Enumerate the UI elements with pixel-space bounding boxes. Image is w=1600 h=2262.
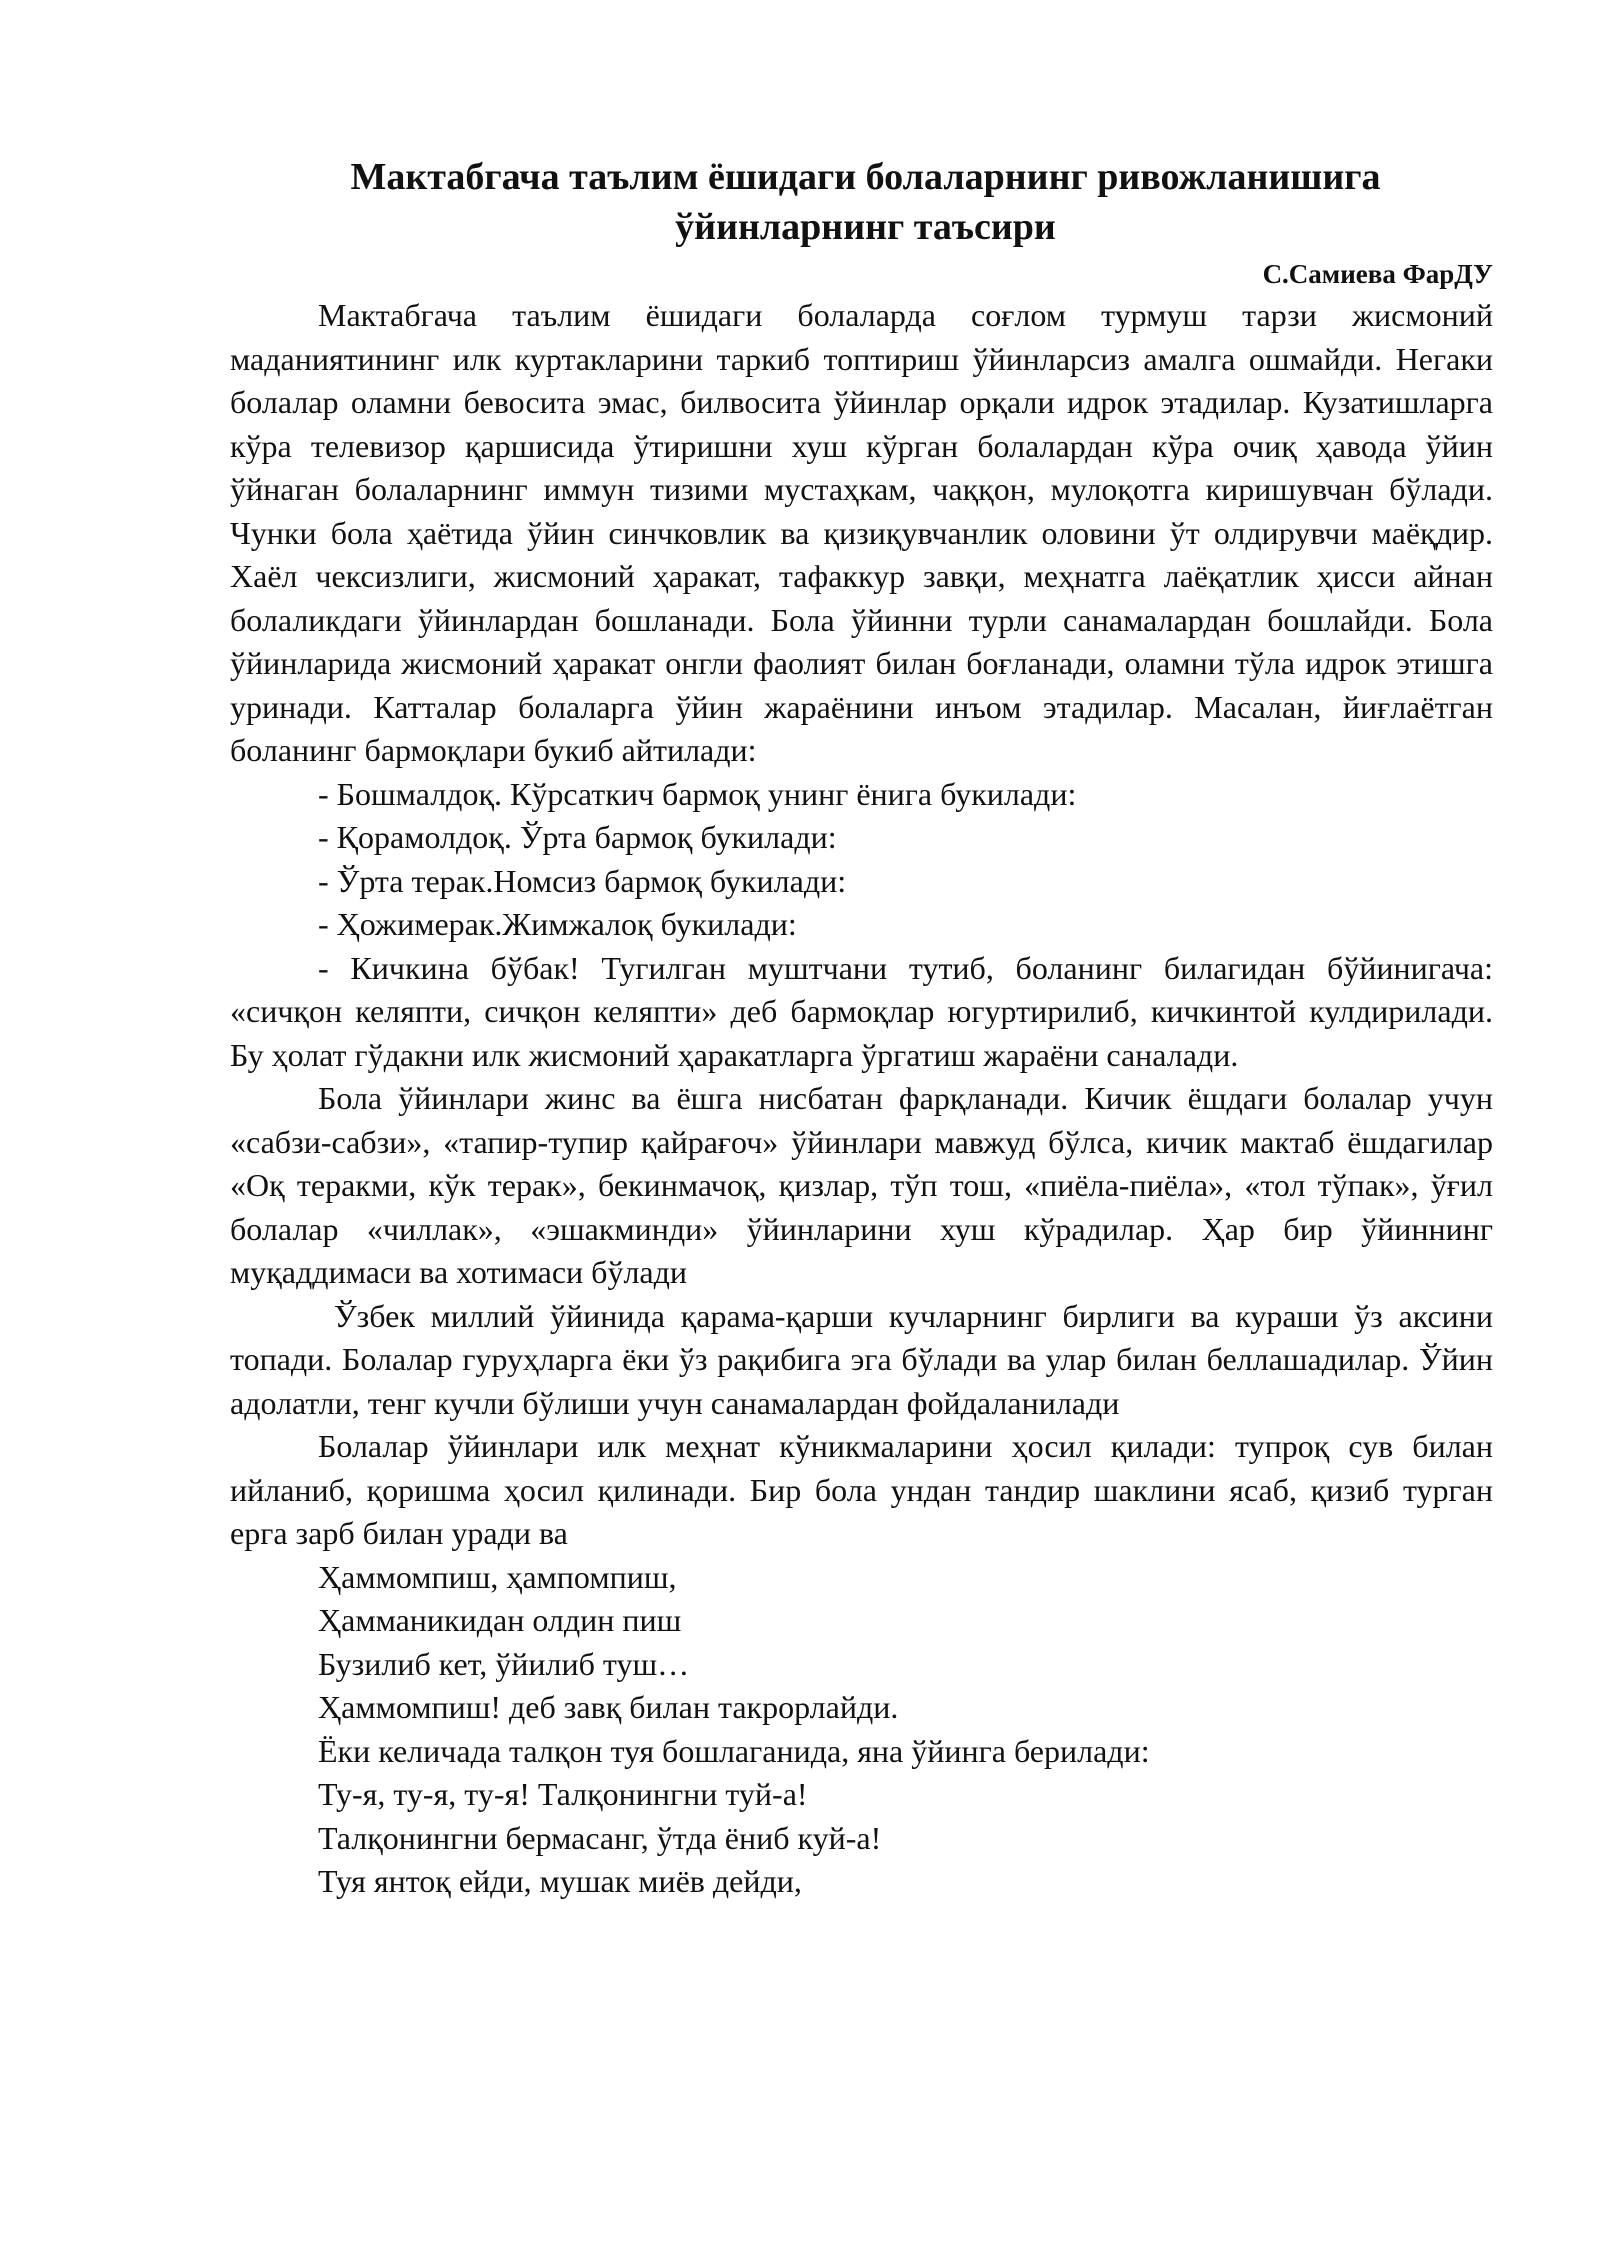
paragraph-intro: Мактабгача таълим ёшидаги болаларда соғлом турмуш тарзи жисмоний маданиятининг илк куртакларини таркиб топтириш ўйинларсиз амалга ошмайди. Негаки болалар оламни бевосита эмас, билвосита ўйинлар орқали идрок этадилар. Кузатишларга кўра телевизор қаршисида ўтиришни хуш кўрган болалардан кўра очиқ ҳавода ўйин ўйнаган болаларнинг иммун тизими мустаҳкам, чаққон, мулоқотга киришувчан бўлади. Чунки бола ҳаётида ўйин синчковлик ва қизиқувчанлик оловини ўт олдирувчи маёқдир. Хаёл чексизлиги, жисмоний ҳаракат, тафаккур завқи, меҳнатга лаёқатлик ҳисси айнан болаликдаги ўйинлардан бошланади. Бола ўйинни турли санамалардан бошлайди. Бола ўйинларида жисмоний ҳаракат онгли фаолият билан боғланади, оламни тўла идрок этишга уринади. Катталар болаларга ўйин жараёнини инъом этадилар. Масалан, йиғлаётган боланинг бармоқлари букиб айтилади: xyxy=(230,297,1493,768)
verse-line-5: Ёки келичада талқон туя бошлаганида, яна ўйинга берилади: xyxy=(318,1732,1150,1769)
finger-line-1: - Бошмалдоқ. Кўрсаткич бармоқ унинг ёнига букилади: xyxy=(318,775,1077,812)
finger-line-5: - Кичкина бўбак! Тугилган муштчани тутиб, боланинг билагидан бўйинигача: «сичқон келяпти, сичқон келяпти» деб бармоқлар югуртирилиб, кичкинтой кулдирилади. Бу ҳолат гўдакни илк жисмоний ҳаракатларга ўргатиш жараёни саналади. xyxy=(230,949,1493,1073)
author-line: С.Самиева ФарДУ xyxy=(1262,259,1493,289)
title-line-2: ўйинларнинг таъсири xyxy=(675,206,1056,248)
paragraph-national-games: Ўзбек миллий ўйинида қарама-қарши кучларнинг бирлиги ва кураши ўз аксини топади. Болалар гуруҳларга ёки ўз рақибига эга бўлади ва улар билан беллашадилар. Ўйин адолатли, тенг кучли бўлиши учун санамалардан фойдаланилади xyxy=(230,1297,1493,1421)
verse-line-8: Туя янтоқ ейди, мушак миёв дейди, xyxy=(318,1863,802,1899)
finger-line-2: - Қорамолдоқ. Ўрта бармоқ букилади: xyxy=(318,819,837,855)
finger-line-4: - Ҳожимерак.Жимжалоқ букилади: xyxy=(318,906,797,942)
verse-line-2: Ҳамманикидан олдин пиш xyxy=(318,1602,682,1638)
document-body xyxy=(230,294,1493,1904)
verse-line-3: Бузилиб кет, ўйилиб туш… xyxy=(318,1645,690,1682)
verse-line-6: Ту-я, ту-я, ту-я! Талқонингни туй-а! xyxy=(318,1776,808,1812)
title-line-1: Мактабгача таълим ёшидаги болаларнинг ривожланишига xyxy=(350,156,1381,198)
verse-line-7: Талқонингни бермасанг, ўтда ёниб куй-а! xyxy=(318,1819,882,1856)
paragraph-labor-skills: Болалар ўйинлари илк меҳнат кўникмаларини ҳосил қилади: тупроқ сув билан ийланиб, қоришма ҳосил қилинади. Бир бола ундан тандир шаклини ясаб, қизиб турган ерга зарб билан уради ва xyxy=(230,1428,1493,1551)
verse-line-1: Ҳаммомпиш, ҳампомпиш, xyxy=(318,1558,677,1595)
paragraph-gender-age: Бола ўйинлари жинс ва ёшга нисбатан фарқланади. Кичик ёшдаги болалар учун «сабзи-сабзи», «тапир-тупир қайрағоч» ўйинлари мавжуд бўлса, кичик мактаб ёшдагилар «Оқ теракми, кўк терак», бекинмачоқ, қизлар, тўп тош, «пиёла-пиёла», «тол тўпак», ўғил болалар «чиллак», «эшакминди» ўйинларини хуш кўрадилар. Ҳар бир ўйиннинг муқаддимаси ва хотимаси бўлади xyxy=(230,1080,1493,1290)
verse-line-4: Ҳаммомпиш! деб завқ билан такрорлайди. xyxy=(318,1689,899,1725)
document-title xyxy=(230,152,1493,252)
finger-line-3: - Ўрта терак.Номсиз бармоқ букилади: xyxy=(318,862,847,899)
